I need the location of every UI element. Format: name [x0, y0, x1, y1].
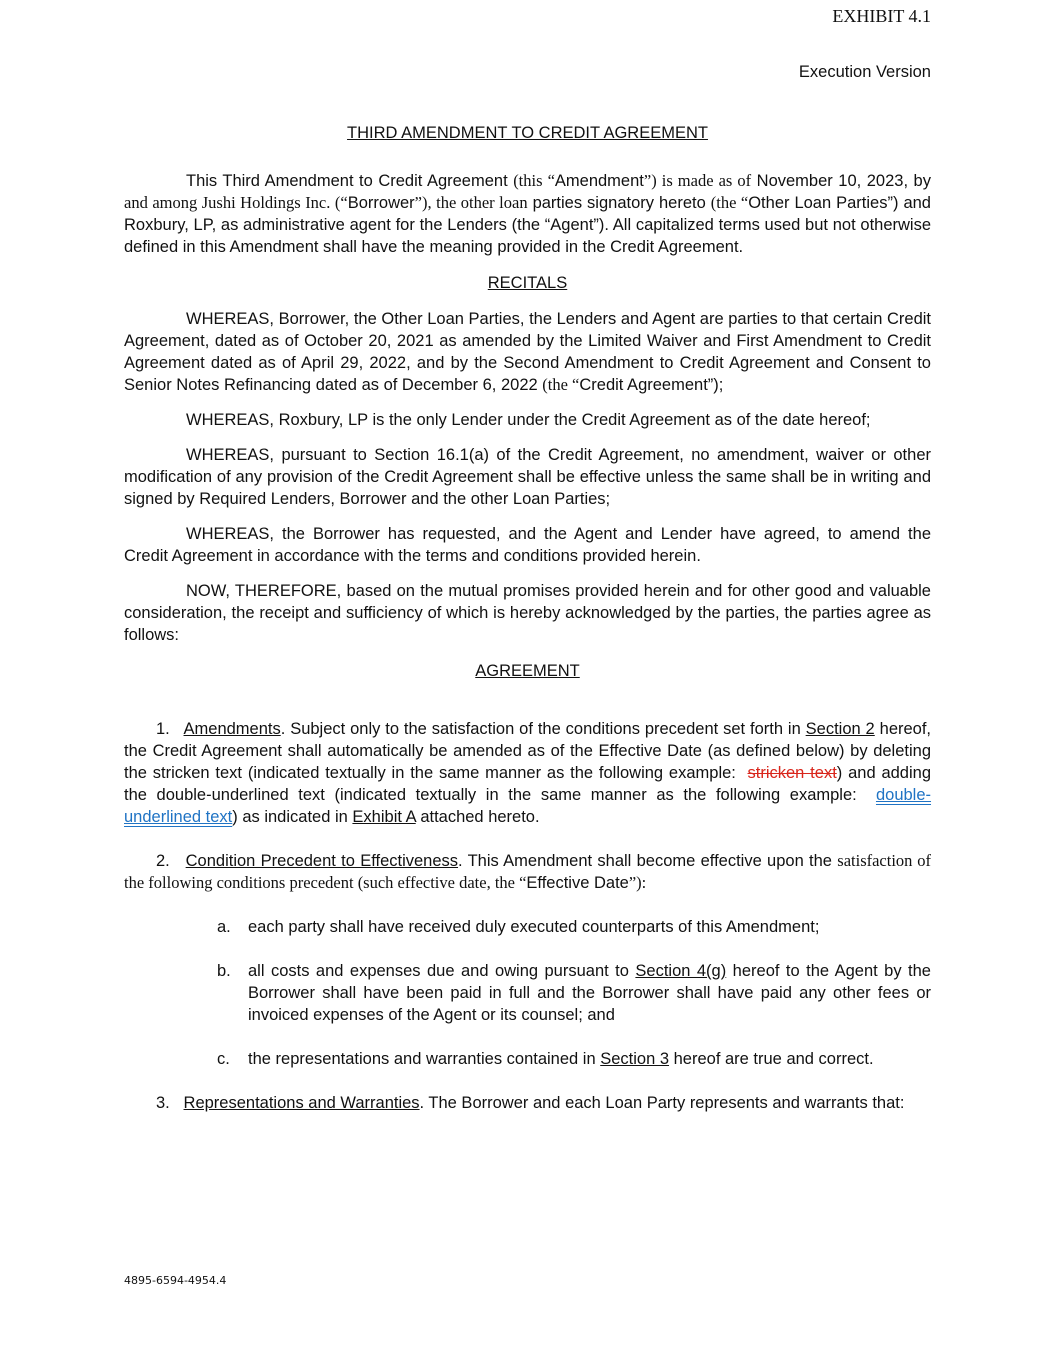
condition-item-b: b. all costs and expenses due and owing pursuant to Section 4(g) hereof to the Agent by the Borrower shall have been paid in full and the Borrower shall have paid any other fees or invoiced expenses of the Agent or its counsel; and: [217, 962, 931, 1024]
recital-section-16: WHEREAS, pursuant to Section 16.1(a) of the Credit Agreement, no amendment, waiver or other modification of any provision of the Credit Agreement shall be effective unless the same shall be in writing and signed by Required Lenders, Borrower and the other Loan Parties;: [124, 446, 931, 508]
section-2-reference: Section 2: [805, 720, 875, 738]
exhibit-a-reference: Exhibit A: [352, 808, 416, 826]
document-body: [124, 122, 931, 1114]
section-1-amendments: 1. Amendments. Subject only to the satisfaction of the conditions precedent set forth in Section 2 hereof, the Credit Agreement shall automatically be amended as of the Effective Date (as defined below) by deleting the stricken text (indicated textually in the same manner as the following example: stricken text) and adding the double-underlined text (indicated textually in the same manner as the following example: double-underlined text) as indicated in Exhibit A attached hereto.: [124, 720, 932, 826]
section-4g-reference: Section 4(g): [635, 962, 727, 980]
section-2-condition-precedent: 2. Condition Precedent to Effectiveness. This Amendment shall become effective upon the satisfaction of the following conditions precedent (such effective date, the “Effective Date”):: [124, 851, 931, 892]
section-3-representations: 3. Representations and Warranties. The Borrower and each Loan Party represents and warrants that:: [156, 1094, 905, 1112]
document-title: THIRD AMENDMENT TO CREDIT AGREEMENT: [347, 124, 708, 142]
agreement-heading: AGREEMENT: [475, 662, 580, 680]
intro-paragraph: This Third Amendment to Credit Agreement (this “Amendment”) is made as of November 10, 2023, by and among Jushi Holdings Inc. (“Borrower”), the other loan parties signatory hereto (the “Other Loan Parties”) and Roxbury, LP, as administrative agent for the Lenders (the “Agent”). All capitalized terms used but not otherwise defined in this Amendment shall have the meaning provided in the Credit Agreement.: [124, 171, 932, 256]
execution-version-label: Execution Version: [798, 63, 931, 81]
recital-borrower-request: WHEREAS, the Borrower has requested, and the Agent and Lender have agreed, to amend the Credit Agreement in accordance with the terms and conditions provided herein.: [124, 525, 931, 565]
double-underlined-example: double-underlined text: [124, 786, 932, 826]
exhibit-label: EXHIBIT 4.1: [832, 6, 931, 26]
recital-credit-agreement: WHEREAS, Borrower, the Other Loan Parties, the Lenders and Agent are parties to that certain Credit Agreement, dated as of October 20, 2021 as amended by the Limited Waiver and First Amendment to Credit Agreement dated as of April 29, 2022, and by the Second Amendment to Credit Agreement and Consent to Senior Notes Refinancing dated as of December 6, 2022 (the “Credit Agreement”);: [124, 310, 931, 394]
recitals-heading: RECITALS: [487, 274, 568, 292]
recital-now-therefore: NOW, THEREFORE, based on the mutual promises provided herein and for other good and valuable consideration, the receipt and sufficiency of which is hereby acknowledged by the parties, the parties agree as follows:: [124, 582, 931, 644]
stricken-text-example: stricken text: [747, 764, 837, 782]
section-3-reference: Section 3: [600, 1050, 670, 1068]
recital-only-lender: WHEREAS, Roxbury, LP is the only Lender under the Credit Agreement as of the date hereof;: [186, 411, 871, 429]
condition-item-c: c. the representations and warranties contained in Section 3 hereof are true and correct.: [217, 1050, 874, 1068]
condition-item-a: a. each party shall have received duly executed counterparts of this Amendment;: [217, 918, 820, 936]
document-id-footer: 4895-6594-4954.4: [124, 1274, 227, 1287]
